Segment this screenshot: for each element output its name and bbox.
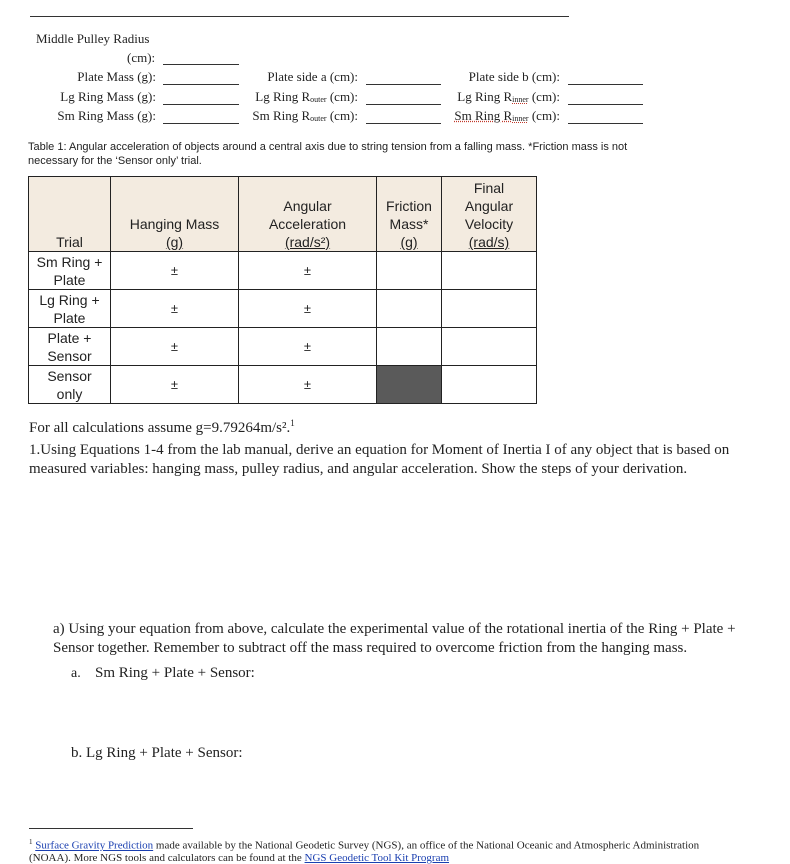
surface-gravity-link[interactable]: Surface Gravity Prediction [35, 839, 154, 852]
final-angular-velocity-cell[interactable] [442, 290, 537, 328]
sub-a-label: a. [71, 666, 81, 681]
table-row [29, 290, 537, 328]
plate-side-a-label: Plate side a (cm): [267, 69, 358, 84]
sub-b-text: b. Lg Ring + Plate + Sensor: [71, 745, 243, 761]
friction-mass-cell[interactable] [377, 252, 442, 290]
header-final-angular-velocity: Final Angular Velocity (rad/s) [442, 177, 537, 252]
table-row [29, 366, 537, 404]
hanging-mass-cell[interactable]: ± [111, 252, 239, 290]
question-a: a) Using your equation from above, calculate the experimental value of the rotational inertia of the Ring + Plate + Sensor together. Remember to subtract off the mass required to overcome friction from the hanging mass. [53, 621, 736, 656]
header-hanging-mass: Hanging Mass (g) [111, 177, 239, 252]
final-angular-velocity-cell[interactable] [442, 366, 537, 404]
plate-side-b-label: Plate side b (cm): [468, 69, 560, 84]
angular-acceleration-cell[interactable]: ± [239, 328, 377, 366]
sm-ring-mass-label: Sm Ring Mass (g): [57, 108, 156, 123]
angular-acceleration-cell[interactable]: ± [239, 290, 377, 328]
header-trial: Trial [29, 177, 111, 252]
trial-cell: Sensor only [29, 366, 111, 404]
header-friction-mass: Friction Mass* (g) [377, 177, 442, 252]
middle-pulley-radius-field[interactable] [163, 64, 239, 65]
lg-ring-router-label: Lg Ring $R_{outer}$ (cm): [255, 89, 358, 104]
table-header-row [29, 177, 537, 252]
friction-mass-cell[interactable] [377, 328, 442, 366]
trial-cell: Lg Ring + Plate [29, 290, 111, 328]
footnote-rule [29, 828, 193, 829]
sm-ring-rinner-field[interactable] [568, 123, 643, 124]
final-angular-velocity-cell[interactable] [442, 252, 537, 290]
table-row [29, 328, 537, 366]
lg-ring-rinner-field[interactable] [568, 104, 643, 105]
middle-pulley-radius-unit: (cm): [127, 50, 156, 65]
table-row [29, 252, 537, 290]
angular-acceleration-cell[interactable]: ± [239, 366, 377, 404]
question-1: 1.Using Equations 1-4 from the lab manual, derive an equation for Moment of Inertia I of any object that is based on measured variables: hanging mass, pulley radius, and angular acceleration. Show the steps of your derivation. [29, 442, 730, 477]
angular-acceleration-cell[interactable]: ± [239, 252, 377, 290]
lg-ring-mass-label: Lg Ring Mass (g): [60, 89, 156, 104]
hanging-mass-cell[interactable]: ± [111, 328, 239, 366]
ngs-tool-kit-link[interactable]: NGS Geodetic Tool Kit Program [304, 852, 450, 864]
plate-side-b-field[interactable] [568, 84, 643, 85]
data-table [28, 176, 537, 404]
header-angular-acceleration: Angular Acceleration (rad/s²) [239, 177, 377, 252]
hanging-mass-cell[interactable]: ± [111, 290, 239, 328]
final-angular-velocity-cell[interactable] [442, 328, 537, 366]
sub-a-text: Sm Ring + Plate + Sensor: [95, 665, 255, 681]
plate-mass-label: Plate Mass (g): [77, 69, 156, 84]
footnote-line2: (NOAA). More NGS tools and calculators can be found at the NGS Geodetic Tool Kit Program [29, 852, 450, 864]
middle-pulley-radius-label: Middle Pulley Radius [36, 31, 150, 46]
top-rule [30, 16, 569, 17]
table-caption: Table 1: Angular acceleration of objects around a central axis due to string tension from a falling mass. *Friction mass is not necessary for the ‘Sensor only’ trial. [28, 141, 628, 167]
trial-cell: Plate + Sensor [29, 328, 111, 366]
friction-mass-cell[interactable] [377, 290, 442, 328]
hanging-mass-cell[interactable]: ± [111, 366, 239, 404]
sm-ring-rinner-label: Sm Ring $R_{inner}$ (cm): [454, 108, 560, 123]
sm-ring-router-label: Sm Ring $R_{outer}$ (cm): [252, 108, 358, 123]
footnote: $^1$ Surface Gravity Prediction made available by the National Geodetic Survey (NGS), an office of the National Oceanic and Atmospheric Administration [29, 838, 700, 852]
trial-cell: Sm Ring + Plate [29, 252, 111, 290]
lg-ring-rinner-label: Lg Ring $R_{inner}$ (cm): [457, 89, 560, 104]
assume-gravity-text: For all calculations assume g=9.79264m/s².$^1$ [29, 418, 295, 436]
friction-mass-cell-disabled [377, 366, 442, 404]
